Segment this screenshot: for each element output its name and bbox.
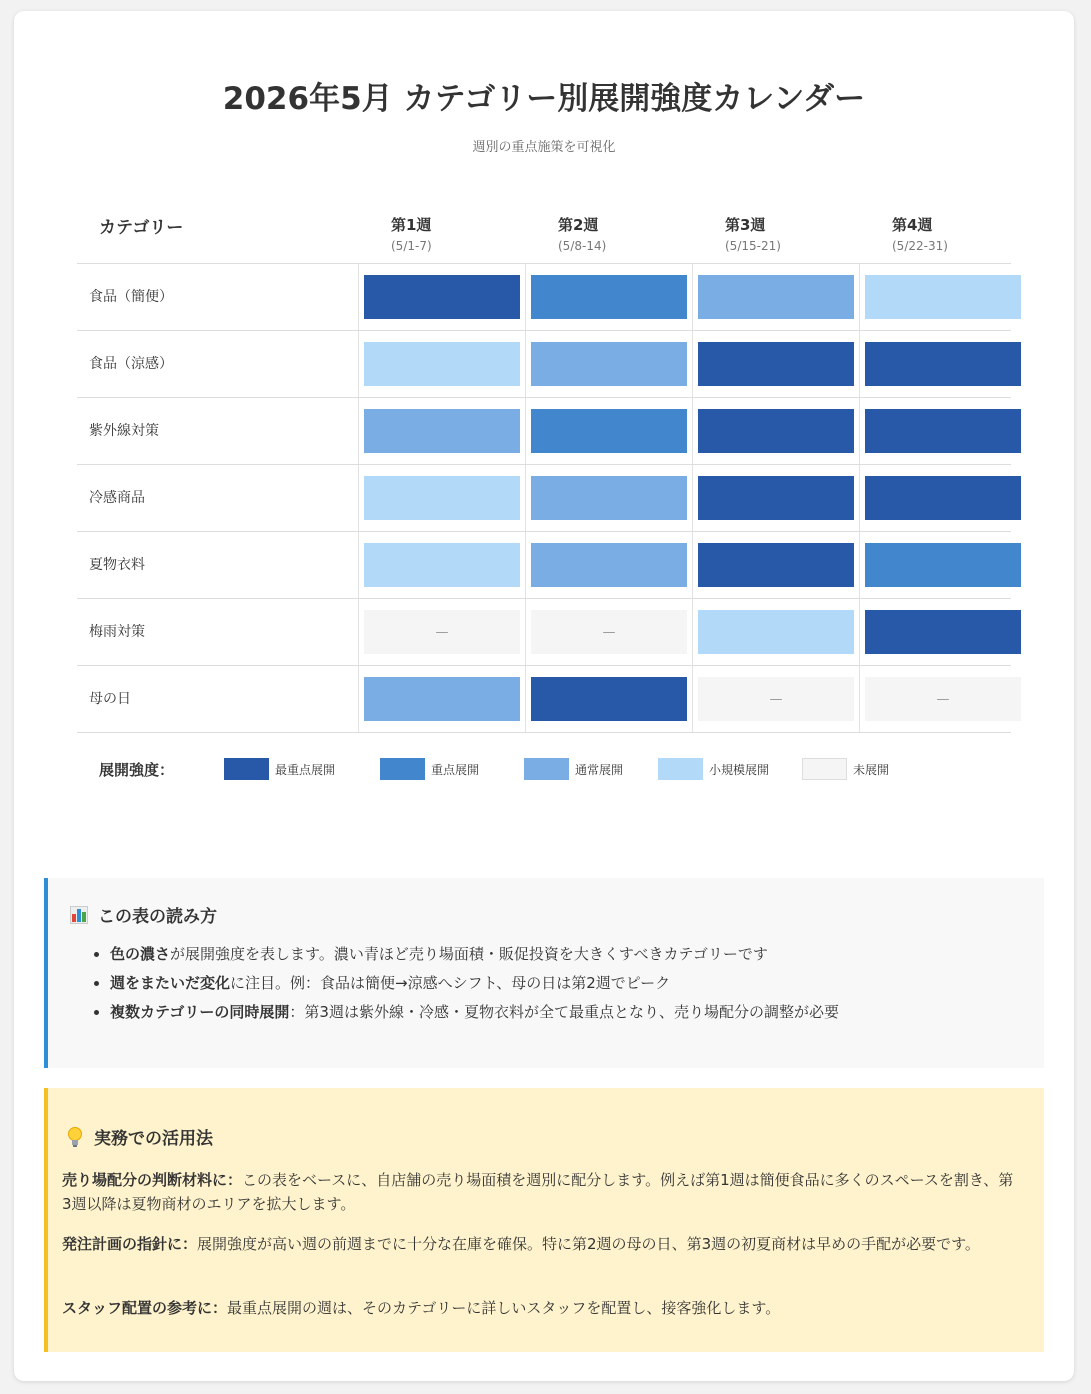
week-header-1 (391, 214, 432, 253)
heatmap-cell (364, 543, 520, 587)
legend-swatch (802, 758, 847, 780)
page-title: 2026年5月 カテゴリー別展開強度カレンダー (222, 81, 866, 117)
heatmap-cell (364, 275, 520, 319)
heatmap-cell: — (698, 677, 854, 721)
heatmap-cell (865, 342, 1021, 386)
heatmap-cell (531, 409, 687, 453)
heatmap-cell-wrap (358, 532, 525, 598)
heatmap-cell-wrap (859, 465, 1026, 531)
usage-paragraph-heading: 発注計画の指針に： (62, 1235, 198, 1253)
howto-item (110, 940, 839, 969)
heatmap-row (77, 331, 1011, 398)
bar-chart-icon (70, 906, 88, 924)
legend-label: 最重点展開 (275, 762, 336, 777)
heatmap-cell (531, 543, 687, 587)
usage-title-row (66, 1124, 213, 1149)
howto-list (70, 940, 839, 1027)
legend-label: 小規模展開 (709, 762, 770, 777)
row-category-label: 母の日 (89, 691, 131, 707)
heatmap-grid (77, 199, 1011, 733)
heatmap-cell-wrap (692, 599, 859, 665)
heatmap-cell (698, 409, 854, 453)
usage-paragraph (62, 1168, 1022, 1216)
week-range: (5/15-21) (725, 239, 781, 253)
week-range: (5/1-7) (391, 239, 432, 253)
heatmap-cell-wrap (525, 532, 692, 598)
legend (77, 751, 1011, 791)
week-header-4 (892, 214, 948, 253)
week-header-2 (558, 214, 606, 253)
heatmap-row (77, 398, 1011, 465)
heatmap-cell (698, 275, 854, 319)
legend-swatch (658, 758, 703, 780)
heatmap-cell (364, 409, 520, 453)
heatmap-cell (865, 275, 1021, 319)
howto-item (110, 998, 839, 1027)
heatmap-row (77, 264, 1011, 331)
page-card (14, 11, 1074, 1381)
howto-item-text: が展開強度を表します。濃い青ほど売り場面積・販促投資を大きくすべきカテゴリーです (170, 945, 768, 963)
heatmap-cell-wrap (358, 331, 525, 397)
heatmap-cell-wrap (859, 331, 1026, 397)
heatmap-row (77, 465, 1011, 532)
heatmap-cell-wrap (692, 331, 859, 397)
heatmap-cell (865, 409, 1021, 453)
week-label: 第1週 (391, 216, 432, 234)
heatmap-header (77, 199, 1011, 264)
category-column-header: カテゴリー (99, 218, 184, 238)
howto-item-keyword: 複数カテゴリーの同時展開 (110, 1003, 290, 1021)
heatmap-cell-wrap (859, 264, 1026, 330)
heatmap-cell (698, 342, 854, 386)
howto-title-row (70, 902, 217, 927)
heatmap-cell-wrap (525, 331, 692, 397)
week-range: (5/8-14) (558, 239, 607, 253)
usage-box (44, 1088, 1044, 1352)
legend-item (224, 758, 335, 780)
legend-swatch (224, 758, 269, 780)
howto-item (110, 969, 839, 998)
heatmap-cell (698, 543, 854, 587)
heatmap-row (77, 532, 1011, 599)
usage-paragraph (62, 1296, 1022, 1320)
legend-item (802, 758, 889, 780)
heatmap-cell-wrap (859, 398, 1026, 464)
heatmap-cell-wrap (525, 599, 692, 665)
legend-label: 通常展開 (575, 762, 624, 777)
heatmap-cell-wrap (692, 465, 859, 531)
usage-title: 実務での活用法 (94, 1129, 213, 1149)
heatmap-cell (364, 342, 520, 386)
howto-item-text: ：第3週は紫外線・冷感・夏物衣料が全て最重点となり、売り場配分の調整が必要 (289, 1003, 839, 1021)
heatmap-cell (865, 476, 1021, 520)
page-subtitle: 週別の重点施策を可視化 (472, 140, 616, 155)
row-category-label: 梅雨対策 (89, 624, 145, 640)
heatmap-cell-wrap (358, 666, 525, 732)
heatmap-cell-wrap (358, 465, 525, 531)
week-range: (5/22-31) (892, 239, 948, 253)
usage-paragraph-heading: 売り場配分の判断材料に： (62, 1171, 243, 1189)
heatmap-cell: — (865, 677, 1021, 721)
heatmap-cell-wrap (692, 264, 859, 330)
usage-paragraph-text: この表をベースに、自店舗の売り場面積を週別に配分します。例えば第1週は簡便食品に多くのスペースを割き、第3週以降は夏物商材のエリアを拡大します。 (62, 1171, 1014, 1213)
row-category-label: 食品（涼感） (89, 356, 173, 372)
heatmap-cell-wrap (525, 465, 692, 531)
howto-item-keyword: 週をまたいだ変化 (110, 974, 231, 992)
legend-label: 重点展開 (431, 762, 480, 777)
heatmap-cell-wrap (358, 398, 525, 464)
week-header-3 (725, 214, 781, 253)
heatmap-cell: — (531, 610, 687, 654)
heatmap-cell: — (364, 610, 520, 654)
heatmap-cell (698, 476, 854, 520)
heatmap-cell-wrap (859, 532, 1026, 598)
heatmap-cell-wrap (525, 398, 692, 464)
row-category-label: 食品（簡便） (89, 289, 173, 305)
heatmap-row (77, 666, 1011, 733)
usage-paragraph-text: 展開強度が高い週の前週までに十分な在庫を確保。特に第2週の母の日、第3週の初夏商材は早めの手配が必要です。 (197, 1235, 980, 1253)
legend-swatch (380, 758, 425, 780)
heatmap-cell-wrap (692, 398, 859, 464)
week-label: 第3週 (725, 216, 766, 234)
usage-paragraph-heading: スタッフ配置の参考に： (62, 1299, 228, 1317)
row-category-label: 夏物衣料 (89, 557, 145, 573)
heatmap-cell (531, 275, 687, 319)
heatmap-cell-wrap (358, 264, 525, 330)
usage-paragraph (62, 1232, 1022, 1256)
heatmap-cell (865, 610, 1021, 654)
legend-item (524, 758, 623, 780)
heatmap-cell (364, 476, 520, 520)
heatmap-cell (531, 342, 687, 386)
heatmap-cell-wrap (859, 666, 1026, 732)
heatmap-cell (865, 543, 1021, 587)
week-label: 第2週 (558, 216, 599, 234)
heatmap-cell-wrap (525, 264, 692, 330)
heatmap-cell (364, 677, 520, 721)
heatmap-cell-wrap (525, 666, 692, 732)
howto-item-text: に注目。例：食品は簡便→涼感へシフト、母の日は第2週でピーク (230, 974, 671, 992)
heatmap-cell-wrap (859, 599, 1026, 665)
heatmap-cell (531, 677, 687, 721)
legend-item (658, 758, 769, 780)
usage-paragraph-text: 最重点展開の週は、そのカテゴリーに詳しいスタッフを配置し、接客強化します。 (227, 1299, 781, 1317)
howto-title: この表の読み方 (98, 907, 217, 927)
legend-label: 未展開 (853, 762, 890, 777)
lightbulb-icon (66, 1126, 84, 1148)
week-label: 第4週 (892, 216, 933, 234)
heatmap-cell (698, 610, 854, 654)
heatmap-cell-wrap (692, 666, 859, 732)
heatmap-cell-wrap (692, 532, 859, 598)
row-category-label: 紫外線対策 (89, 423, 159, 439)
heatmap-cell (531, 476, 687, 520)
howto-box (44, 878, 1044, 1068)
row-category-label: 冷感商品 (89, 490, 145, 506)
legend-item (380, 758, 479, 780)
heatmap-row (77, 599, 1011, 666)
legend-title: 展開強度： (99, 761, 175, 779)
howto-item-keyword: 色の濃さ (110, 945, 171, 963)
legend-swatch (524, 758, 569, 780)
heatmap-cell-wrap (358, 599, 525, 665)
